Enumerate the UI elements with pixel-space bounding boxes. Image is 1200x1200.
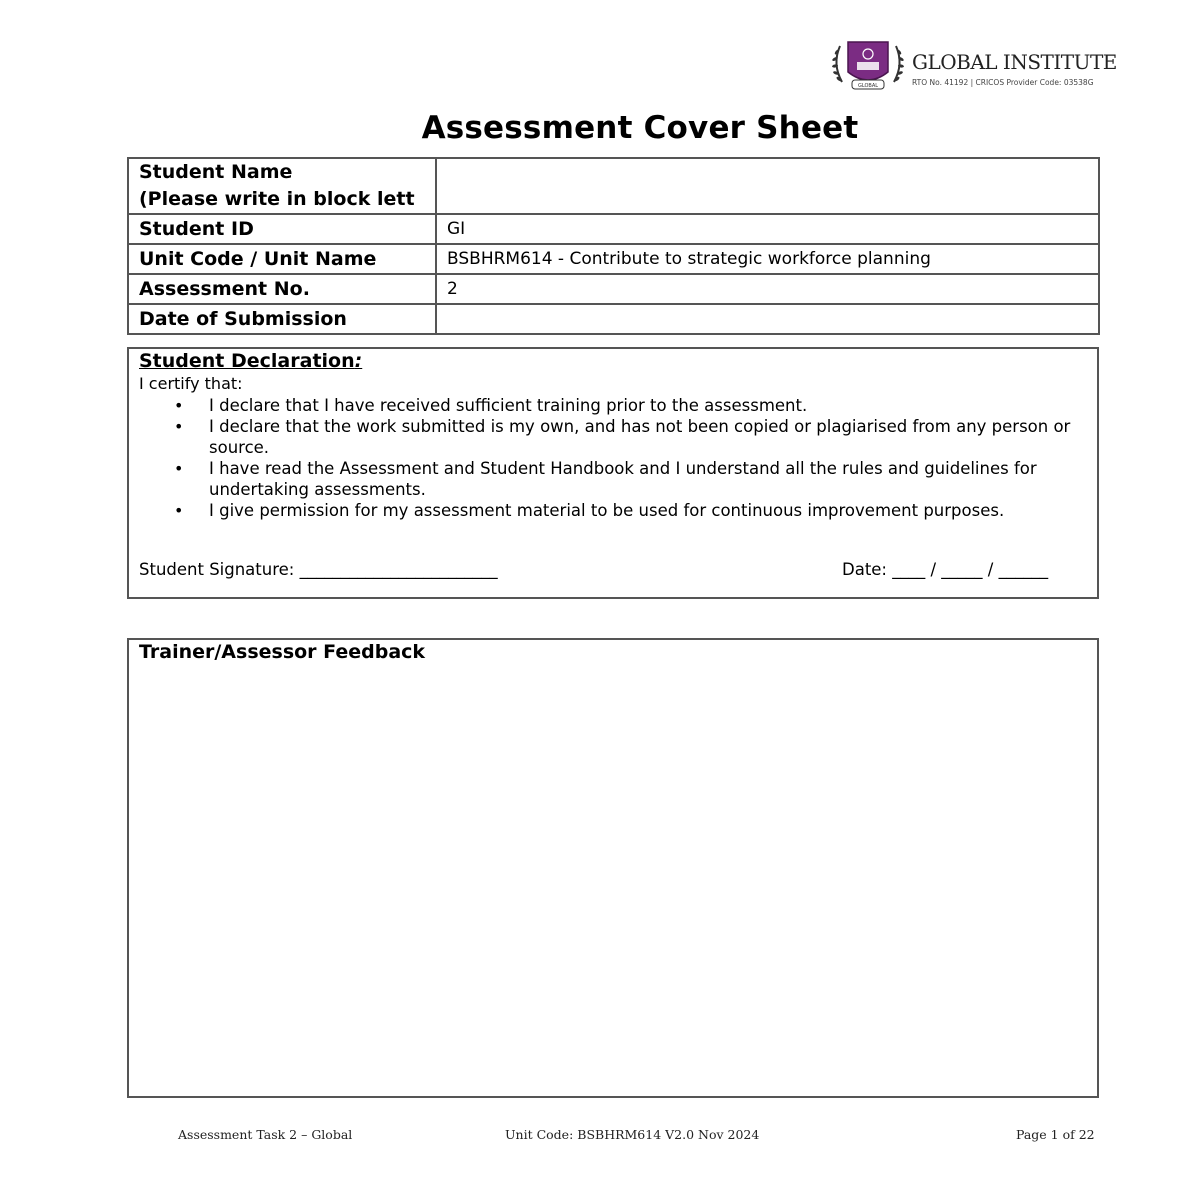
assessment-no-label: Assessment No. (128, 274, 436, 304)
assessment-no-field[interactable]: 2 (436, 274, 1099, 304)
list-item (129, 416, 1089, 458)
bullet-icon: • (174, 417, 184, 436)
feedback-heading: Trainer/Assessor Feedback (139, 641, 426, 663)
table-row (128, 274, 1099, 304)
table-row (128, 158, 1099, 214)
footer-page-number: Page 1 of 22 (1016, 1127, 1095, 1142)
declaration-item-text: I give permission for my assessment material to be used for continuous improvement purposes. (209, 501, 1005, 520)
student-info-table (127, 157, 1100, 335)
declaration-item-text: I declare that the work submitted is my own, and has not been copied or plagiarised from any person or source. (209, 417, 1071, 457)
trainer-feedback-box[interactable] (127, 638, 1099, 1098)
declaration-item-text: I declare that I have received sufficient training prior to the assessment. (209, 396, 808, 415)
institute-logo (828, 34, 1128, 94)
list-item (129, 395, 1089, 416)
student-signature-line[interactable]: Student Signature: ________________________ (139, 560, 498, 579)
list-item (129, 500, 1089, 521)
list-item (129, 458, 1089, 500)
student-name-field[interactable] (436, 158, 1099, 214)
table-row (128, 244, 1099, 274)
declaration-heading-colon: : (354, 350, 363, 372)
svg-text:GLOBAL: GLOBAL (857, 83, 879, 89)
institute-name: GLOBAL INSTITUTE (912, 50, 1117, 74)
bullet-icon: • (174, 501, 184, 520)
unit-label: Unit Code / Unit Name (128, 244, 436, 274)
bullet-icon: • (174, 459, 184, 478)
submission-date-field[interactable] (436, 304, 1099, 334)
institute-seal-icon (828, 34, 908, 94)
table-row (128, 214, 1099, 244)
student-name-sublabel: (Please write in block lett (139, 188, 415, 210)
student-declaration-box (127, 347, 1099, 599)
institute-registration: RTO No. 41192 | CRICOS Provider Code: 03538G (912, 78, 1094, 87)
table-row (128, 304, 1099, 334)
page-title: Assessment Cover Sheet (421, 110, 859, 146)
declaration-date-line[interactable]: Date: ____ / _____ / ______ (842, 560, 1049, 579)
footer-task: Assessment Task 2 – Global (178, 1127, 353, 1142)
student-name-label-cell (128, 158, 436, 214)
declaration-item-text: I have read the Assessment and Student Handbook and I understand all the rules and guidelines for undertaking assessments. (209, 459, 1037, 499)
certify-text: I certify that: (139, 374, 243, 393)
student-id-field[interactable]: GI (436, 214, 1099, 244)
declaration-heading (139, 350, 362, 372)
declaration-list (129, 395, 1089, 521)
student-name-label: Student Name (139, 161, 293, 183)
bullet-icon: • (174, 396, 184, 415)
footer-unit-code: Unit Code: BSBHRM614 V2.0 Nov 2024 (505, 1127, 760, 1142)
unit-field[interactable]: BSBHRM614 - Contribute to strategic workforce planning (436, 244, 1099, 274)
submission-date-label: Date of Submission (128, 304, 436, 334)
student-id-label: Student ID (128, 214, 436, 244)
declaration-heading-text: Student Declaration (139, 350, 355, 372)
